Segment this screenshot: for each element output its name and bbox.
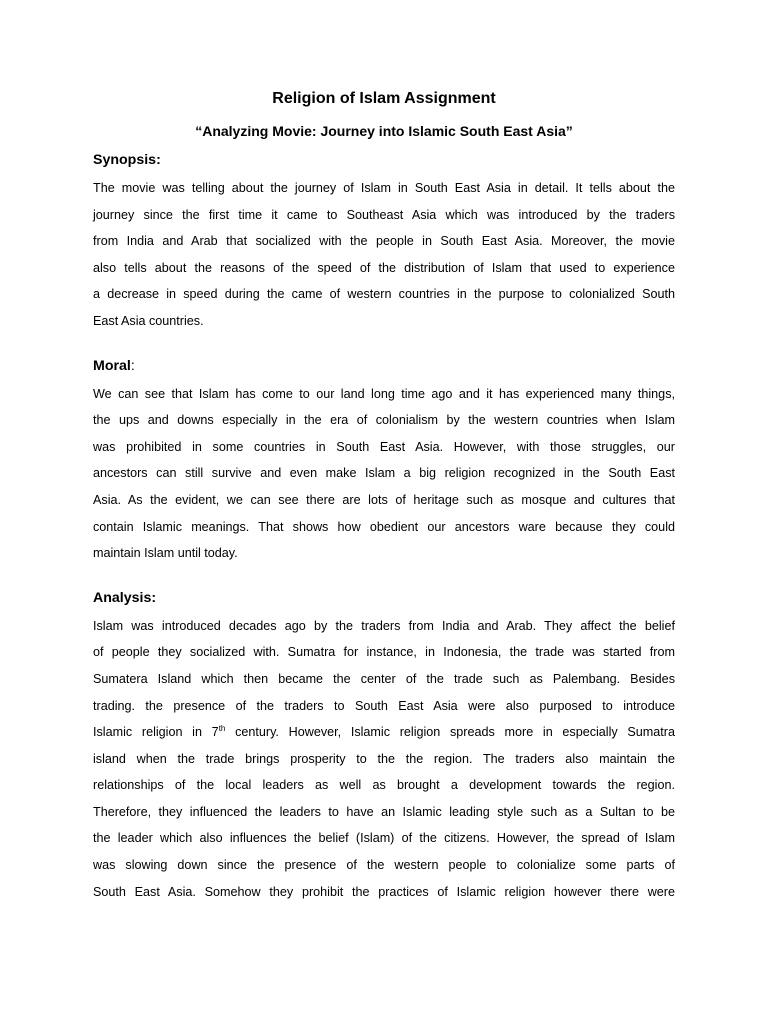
paragraph-line-superscript: [93, 719, 675, 746]
paragraph-line: trading. the presence of the traders to South East Asia were also purposed to introduce: [93, 698, 675, 713]
superscript-th: th: [218, 723, 226, 733]
paragraph-line: The movie was telling about the journey of Islam in South East Asia in detail. It tells about the: [93, 181, 675, 195]
paragraph-line: a decrease in speed during the came of western countries in the purpose to colonialized South: [93, 287, 675, 302]
document-title: Religion of Islam Assignment: [272, 90, 496, 107]
paragraph-line: also tells about the reasons of the speed of the distribution of Islam that used to experience: [93, 260, 675, 275]
paragraph-line: Sumatera Island which then became the center of the trade such as Palembang. Besides: [93, 671, 675, 686]
paragraph-line: East Asia countries.: [93, 313, 204, 328]
moral-heading-colon: :: [130, 357, 135, 374]
paragraph-line: island when the trade brings prosperity to the the region. The traders also maintain the: [93, 751, 675, 766]
synopsis-heading: Synopsis:: [93, 152, 161, 168]
paragraph-line: Asia. As the evident, we can see there are lots of heritage such as mosque and cultures that: [93, 492, 675, 507]
document-subtitle: “Analyzing Movie: Journey into Islamic South East Asia”: [195, 123, 573, 139]
paragraph-line: ancestors can still survive and even make Islam a big religion recognized in the South East: [93, 466, 675, 481]
analysis-paragraph: [93, 613, 675, 906]
moral-heading: [93, 356, 675, 376]
document-page: [93, 88, 675, 905]
paragraph-line: maintain Islam until today.: [93, 546, 238, 561]
analysis-heading: Analysis:: [93, 589, 157, 606]
line-text-before: Islamic religion in 7: [93, 725, 219, 740]
line-text-after: century. However, Islamic religion spreads more in especially Sumatra: [225, 725, 675, 740]
paragraph-line: contain Islamic meanings. That shows how obedient our ancestors ware because they could: [93, 519, 675, 534]
paragraph-line: South East Asia. Somehow they prohibit the practices of Islamic religion however there were: [93, 884, 675, 899]
moral-paragraph: [93, 381, 675, 567]
paragraph-line: the ups and downs especially in the era of colonialism by the western countries when Islam: [93, 413, 675, 428]
paragraph-line: Therefore, they influenced the leaders to have an Islamic leading style such as a Sultan to be: [93, 804, 675, 819]
paragraph-line: from India and Arab that socialized with the people in South East Asia. Moreover, the movie: [93, 234, 675, 249]
paragraph-line: relationships of the local leaders as well as brought a development towards the region.: [93, 778, 675, 793]
paragraph-line: We can see that Islam has come to our land long time ago and it has experienced many things,: [93, 386, 675, 401]
paragraph-line: Islam was introduced decades ago by the traders from India and Arab. They affect the belief: [93, 618, 675, 633]
paragraph-line: of people they socialized with. Sumatra for instance, in Indonesia, the trade was started from: [93, 645, 675, 660]
paragraph-line: was prohibited in some countries in South East Asia. However, with those struggles, our: [93, 439, 675, 454]
moral-heading-text: Moral: [93, 357, 131, 374]
paragraph-line: the leader which also influences the belief (Islam) of the citizens. However, the spread of Islam: [93, 831, 675, 846]
paragraph-line: journey since the first time it came to Southeast Asia which was introduced by the traders: [93, 207, 675, 222]
paragraph-line: was slowing down since the presence of the western people to colonialize some parts of: [93, 858, 675, 873]
synopsis-paragraph: [93, 175, 675, 335]
